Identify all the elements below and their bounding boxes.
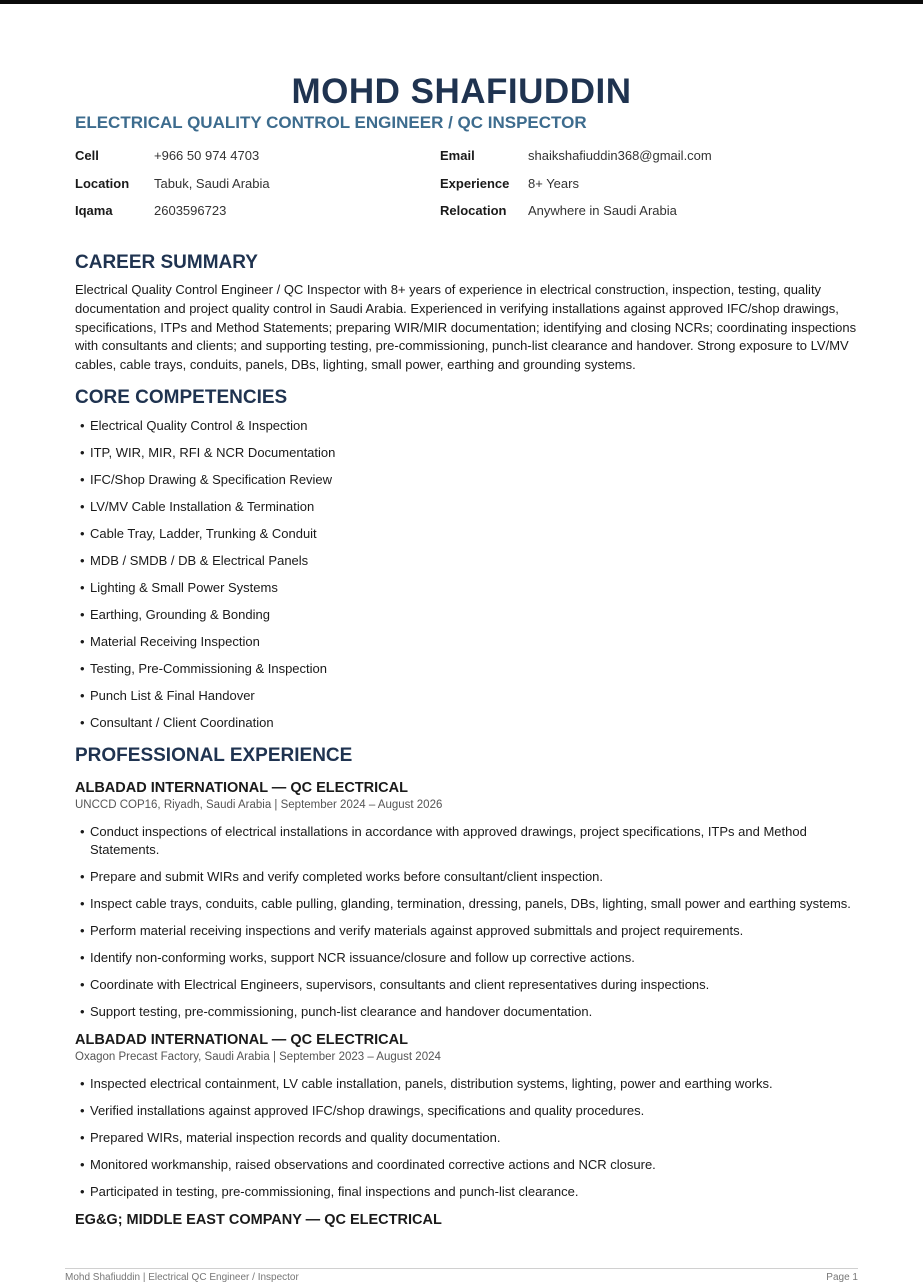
competency-item: • ITP, WIR, MIR, RFI & NCR Documentation [80, 444, 860, 462]
footer-divider [65, 1268, 858, 1269]
iqama-label: Iqama [75, 203, 113, 218]
competency-item: • Electrical Quality Control & Inspection [80, 417, 860, 435]
cell-label: Cell [75, 148, 99, 163]
location-label: Location [75, 176, 130, 191]
job-bullet: • Prepared WIRs, material inspection records and quality documentation. [80, 1129, 860, 1147]
core-competencies-heading: CORE COMPETENCIES [75, 387, 288, 408]
email-label: Email [440, 148, 475, 163]
competency-item: • IFC/Shop Drawing & Specification Review [80, 471, 860, 489]
candidate-name: MOHD SHAFIUDDIN [291, 72, 632, 111]
job-title: ALBADAD INTERNATIONAL — QC ELECTRICAL [75, 780, 408, 796]
job-bullet: • Inspected electrical containment, LV cable installation, panels, distribution systems, lighting, power and earthing works. [80, 1075, 860, 1093]
competency-item: • Lighting & Small Power Systems [80, 579, 860, 597]
competency-item: • Material Receiving Inspection [80, 633, 860, 651]
location-value: Tabuk, Saudi Arabia [154, 176, 270, 191]
competency-item: • Punch List & Final Handover [80, 687, 860, 705]
email-value: shaikshafiuddin368@gmail.com [528, 148, 712, 163]
relocation-value: Anywhere in Saudi Arabia [528, 203, 677, 218]
job-meta: Oxagon Precast Factory, Saudi Arabia | September 2023 – August 2024 [75, 1051, 441, 1063]
experience-label: Experience [440, 176, 510, 191]
career-summary-text: Electrical Quality Control Engineer / QC Inspector with 8+ years of experience in electrical construction, inspection, testing, quality documentation and project quality control in Saudi Arabia. Experienced in verifying installations against approved IFC/shop drawings, specifications, ITPs and Method Statements; preparing WIR/MIR documentation; identifying and closing NCRs; coordinating inspections with consultants and clients; and supporting testing, pre-commissioning, punch-list clearance and handover. Strong exposure to LV/MV cables, cable trays, conduits, panels, DBs, lighting, small power, earthing and grounding systems. [75, 282, 857, 373]
career-summary-heading: CAREER SUMMARY [75, 252, 258, 273]
competency-item: • Cable Tray, Ladder, Trunking & Conduit [80, 525, 860, 543]
job-title: EG&G; MIDDLE EAST COMPANY — QC ELECTRICAL [75, 1212, 442, 1228]
cell-value: +966 50 974 4703 [154, 148, 260, 163]
competency-item: • LV/MV Cable Installation & Termination [80, 498, 860, 516]
job-meta: UNCCD COP16, Riyadh, Saudi Arabia | September 2024 – August 2026 [75, 799, 443, 811]
iqama-value: 2603596723 [154, 203, 227, 218]
job-bullet: • Conduct inspections of electrical installations in accordance with approved drawings, project specifications, ITPs and Method Statements. [80, 823, 860, 858]
job-bullet: • Perform material receiving inspections and verify materials against approved submittals and project requirements. [80, 922, 860, 940]
footer-text: Mohd Shafiuddin | Electrical QC Engineer / Inspector [65, 1272, 299, 1283]
professional-experience-heading: PROFESSIONAL EXPERIENCE [75, 745, 353, 766]
job-bullet: • Verified installations against approved IFC/shop drawings, specifications and quality procedures. [80, 1102, 860, 1120]
job-bullet: • Inspect cable trays, conduits, cable pulling, glanding, termination, dressing, panels, DBs, lighting, small power and earthing systems. [80, 895, 860, 913]
top-border [0, 0, 923, 4]
experience-value: 8+ Years [528, 176, 579, 191]
job-bullet: • Prepare and submit WIRs and verify completed works before consultant/client inspection. [80, 868, 860, 886]
competency-item: • MDB / SMDB / DB & Electrical Panels [80, 552, 860, 570]
job-bullet: • Participated in testing, pre-commissioning, final inspections and punch-list clearance. [80, 1183, 860, 1201]
relocation-label: Relocation [440, 203, 507, 218]
job-title-subtitle: ELECTRICAL QUALITY CONTROL ENGINEER / QC INSPECTOR [75, 113, 587, 132]
competency-item: • Earthing, Grounding & Bonding [80, 606, 860, 624]
page-number: Page 1 [826, 1272, 858, 1283]
job-bullet: • Monitored workmanship, raised observations and coordinated corrective actions and NCR closure. [80, 1156, 860, 1174]
job-bullet: • Support testing, pre-commissioning, punch-list clearance and handover documentation. [80, 1003, 860, 1021]
competency-item: • Consultant / Client Coordination [80, 714, 860, 732]
job-bullet: • Coordinate with Electrical Engineers, supervisors, consultants and client representatives during inspections. [80, 976, 860, 994]
job-bullet: • Identify non-conforming works, support NCR issuance/closure and follow up corrective actions. [80, 949, 860, 967]
job-title: ALBADAD INTERNATIONAL — QC ELECTRICAL [75, 1032, 408, 1048]
competency-item: • Testing, Pre-Commissioning & Inspection [80, 660, 860, 678]
